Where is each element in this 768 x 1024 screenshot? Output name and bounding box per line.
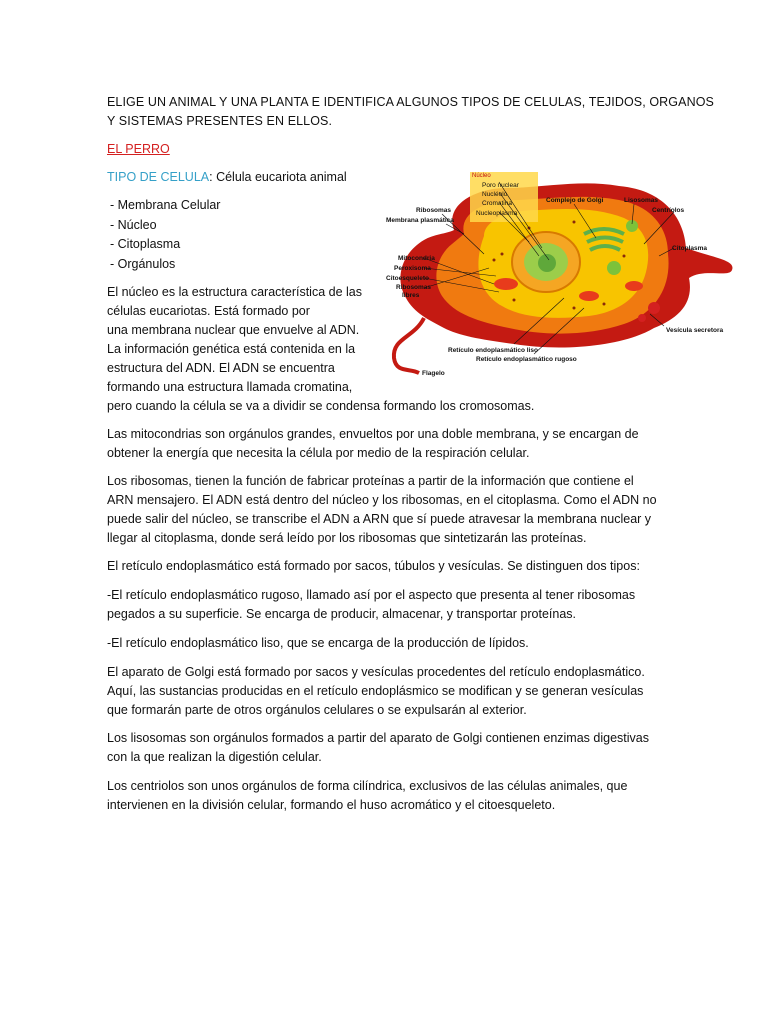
cell-parts-list: [110, 196, 220, 274]
mitochondria-shape: [579, 291, 599, 301]
paragraph-line: ARN mensajero. El ADN está dentro del núcleo y los ribosomas, en el citoplasma. Como el ADN no: [107, 493, 657, 507]
paragraph-line: El aparato de Golgi está formado por sacos y vesículas procedentes del retículo endoplasmático.: [107, 665, 645, 679]
label-reticulo-liso: Retículo endoplasmático liso: [448, 347, 538, 354]
paragraph-line: que formarán parte de otros orgánulos celulares o se expulsarán al exterior.: [107, 703, 527, 717]
label-nucleoplasma: Nucleoplasma: [476, 210, 518, 217]
paragraph-line: formando una estructura llamada cromatina,: [107, 380, 353, 394]
title-line-1: ELIGE UN ANIMAL Y UNA PLANTA E IDENTIFICA ALGUNOS TIPOS DE CELULAS, TEJIDOS, ORGANOS: [107, 95, 714, 109]
paragraph-line: El retículo endoplasmático está formado por sacos, túbulos y vesículas. Se distinguen dos tipos:: [107, 559, 640, 573]
label-poro-nuclear: Poro nuclear: [482, 182, 519, 189]
label-flagelo: Flagelo: [422, 370, 445, 377]
paragraph-line: Aquí, las sustancias producidas en el retículo endoplásmico se modifican y se generan vesículas: [107, 684, 644, 698]
paragraph-reticulo: [107, 557, 640, 576]
paragraph-line: Los ribosomas, tienen la función de fabricar proteínas a partir de la información que contiene el: [107, 474, 634, 488]
label-vesicula-secretora: Vesícula secretora: [666, 327, 724, 334]
label-citoesqueleto: Citoesqueleto: [386, 275, 429, 282]
label-centriolos: Centríolos: [652, 207, 685, 214]
paragraph-line: células eucariotas. Está formado por: [107, 304, 310, 318]
paragraph-mitocondrias: [107, 425, 639, 463]
label-citoplasma: Citoplasma: [672, 245, 708, 252]
vesicle-shape: [648, 302, 660, 314]
label-cromatina: Cromatina: [482, 200, 512, 207]
paragraph-line: obtener la energía que necesita la célula por medio de la respiración celular.: [107, 446, 530, 460]
vesicle-shape: [638, 314, 646, 322]
paragraph-line: El núcleo es la estructura característica de las: [107, 285, 362, 299]
paragraph-reticulo-liso: [107, 634, 529, 653]
cell-type-value: : Célula eucariota animal: [209, 170, 347, 184]
cell-type-label: TIPO DE CELULA: [107, 170, 210, 184]
paragraph-line: estructura del ADN. El ADN se encuentra: [107, 361, 335, 375]
list-item: - Membrana Celular: [110, 198, 221, 212]
label-nucleo: Núcleo: [472, 173, 491, 179]
paragraph-line: llegar al citoplasma, donde será leído por los ribosomas que sintetizarán las proteínas.: [107, 531, 587, 545]
paragraph-centriolos: [107, 777, 627, 815]
paragraph-line: Los centriolos son unos orgánulos de forma cilíndrica, exclusivos de las células animales, que: [107, 779, 628, 793]
paragraph-line: La información genética está contenida en la: [107, 342, 356, 356]
label-nucleolo: Nucléolo: [482, 191, 508, 198]
mitochondria-shape: [625, 281, 643, 291]
label-membrana: Membrana plasmática: [386, 217, 454, 224]
paragraph-golgi: [107, 663, 645, 720]
label-ribosomas-libres-1: Ribosomas: [396, 284, 432, 291]
label-peroxisoma: Peroxisoma: [394, 265, 431, 272]
paragraph-ribosomas: [107, 472, 657, 548]
paragraph-lisosomas: [107, 729, 649, 767]
paragraph-line: puede salir del núcleo, se transcribe el ADN a ARN que sí puede atravesar la membrana nuclear y: [107, 512, 652, 526]
label-golgi: Complejo de Golgi: [546, 197, 604, 204]
list-item: - Núcleo: [110, 217, 157, 232]
label-mitocondria: Mitocondria: [398, 255, 435, 262]
paragraph-line: una membrana nuclear que envuelve al ADN.: [107, 323, 360, 337]
paragraph-nucleo: [107, 283, 534, 416]
paragraph-line: -El retículo endoplasmático rugoso, llamado así por el aspecto que presenta al tener ribosomas: [107, 588, 636, 602]
paragraph-line: pegados a su superficie. Se encarga de producir, almacenar, y transportar proteínas.: [107, 607, 577, 621]
paragraph-line: -El retículo endoplasmático liso, que se encarga de la producción de lípidos.: [107, 636, 529, 650]
label-reticulo-rugoso: Retículo endoplasmático rugoso: [476, 356, 577, 363]
list-item: - Orgánulos: [110, 256, 176, 271]
list-item: - Citoplasma: [110, 237, 181, 251]
lysosome-shape: [607, 261, 621, 275]
paragraph-line: Las mitocondrias son orgánulos grandes, envueltos por una doble membrana, y se encargan de: [107, 427, 639, 441]
paragraph-line: pero cuando la célula se va a dividir se condensa formando los cromosomas.: [107, 399, 535, 413]
label-lisosomas: Lisosomas: [624, 197, 658, 204]
paragraph-line: con la que realizan la digestión celular.: [107, 750, 322, 764]
paragraph-line: Los lisosomas son orgánulos formados a partir del aparato de Golgi contienen enzimas digestivas: [107, 731, 649, 745]
paragraph-line: intervienen en la división celular, formando el huso acromático y el citoesqueleto.: [107, 798, 556, 812]
cell-type-line: [107, 168, 347, 187]
animal-heading: EL PERRO: [107, 142, 170, 156]
nucleolus-shape: [538, 254, 556, 272]
paragraph-reticulo-rugoso: [107, 586, 635, 624]
label-ribosomas: Ribosomas: [416, 207, 452, 214]
title-line-2: Y SISTEMAS PRESENTES EN ELLOS.: [107, 114, 333, 128]
label-ribosomas-libres-2: libres: [402, 292, 420, 299]
